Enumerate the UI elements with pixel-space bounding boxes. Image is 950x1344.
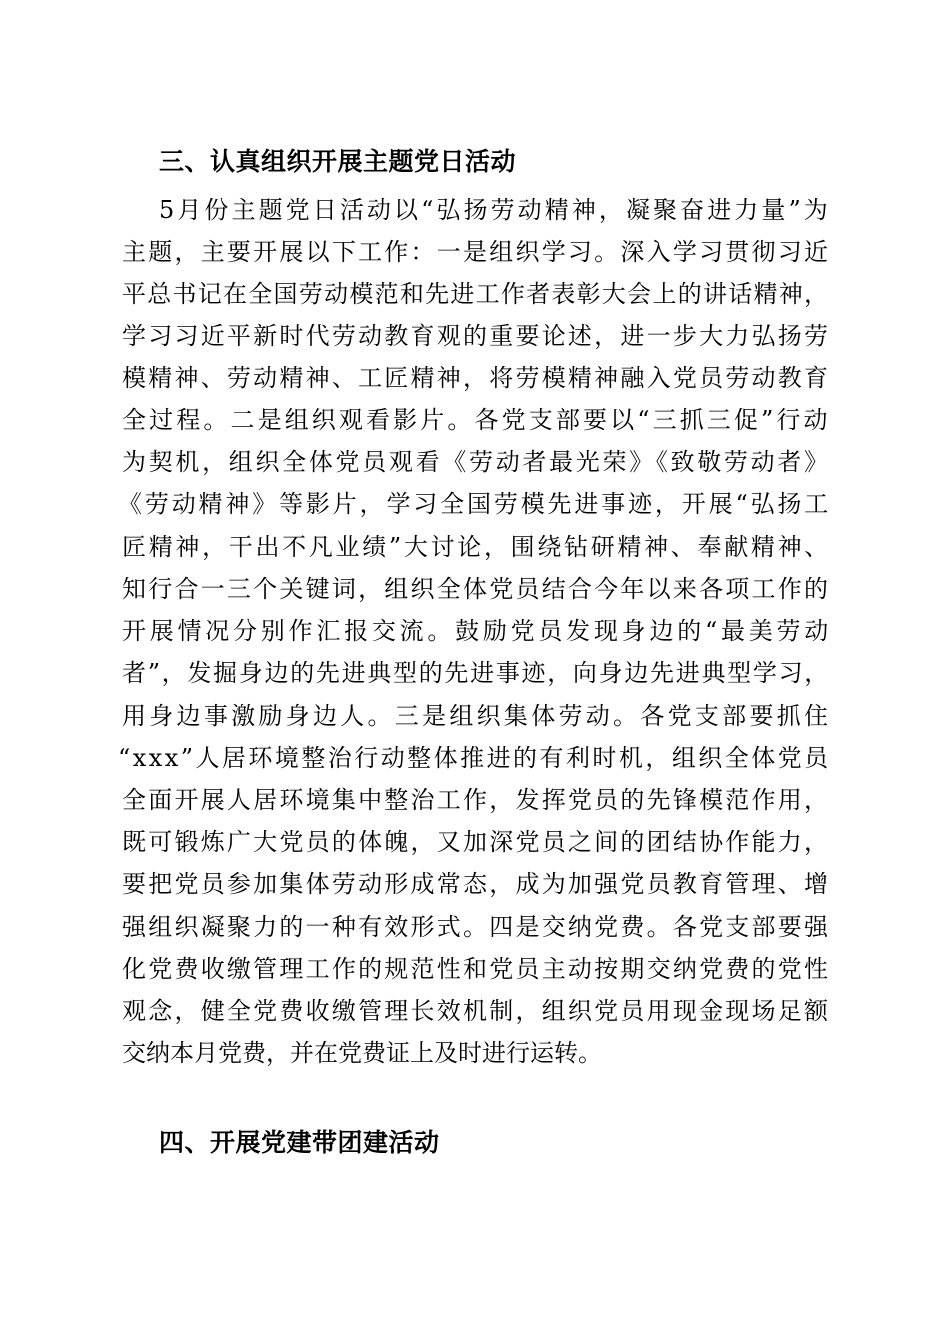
paragraph-line: 观念，健全党费收缴管理长效机制，组织党员用现金现场足额 bbox=[122, 997, 831, 1025]
paragraph-line: 学习习近平新时代劳动教育观的重要论述，进一步大力弘扬劳 bbox=[122, 322, 831, 350]
paragraph-line: 交纳本月党费，并在党费证上及时进行运转。 bbox=[122, 1039, 602, 1067]
paragraph-line: 主题，主要开展以下工作：一是组织学习。深入学习贯彻习近 bbox=[122, 238, 831, 266]
paragraph-line: 匠精神，干出不凡业绩”大讨论，围绕钻研精神、奉献精神、 bbox=[122, 533, 831, 561]
section-heading-3: 三、认真组织开展主题党日活动 bbox=[159, 147, 517, 176]
paragraph-line: 《劳动精神》等影片，学习全国劳模先进事迹，开展“弘扬工 bbox=[118, 490, 832, 518]
paragraph-line: 用身边事激励身边人。三是组织集体劳动。各党支部要抓住 bbox=[122, 702, 832, 730]
paragraph-line: 全过程。二是组织观看影片。各党支部要以“三抓三促”行动 bbox=[122, 406, 831, 434]
paragraph-line: 开展情况分别作汇报交流。鼓励党员发现身边的“最美劳动 bbox=[122, 617, 833, 645]
paragraph-line: 者”，发掘身边的先进典型的先进事迹，向身边先进典型学习， bbox=[122, 659, 830, 687]
paragraph-line: 既可锻炼广大党员的体魄，又加深党员之间的团结协作能力， bbox=[122, 828, 831, 856]
paragraph-line: 知行合一三个关键词，组织全体党员结合今年以来各项工作的 bbox=[122, 575, 831, 603]
paragraph-line: 5月份主题党日活动以“弘扬劳动精神，凝聚奋进力量”为 bbox=[159, 196, 831, 224]
paragraph-line: 为契机，组织全体党员观看《劳动者最光荣》《致敬劳动者》 bbox=[122, 448, 831, 476]
paragraph-line: 要把党员参加集体劳动形成常态，成为加强党员教育管理、增 bbox=[122, 870, 831, 898]
paragraph-line: 模精神、劳动精神、工匠精神，将劳模精神融入党员劳动教育 bbox=[122, 364, 831, 392]
paragraph-line: 全面开展人居环境集中整治工作，发挥党员的先锋模范作用， bbox=[122, 786, 831, 814]
paragraph-line: “xxx”人居环境整治行动整体推进的有利时机，组织全体党员 bbox=[118, 744, 831, 772]
paragraph-line: 平总书记在全国劳动模范和先进工作者表彰大会上的讲话精神， bbox=[122, 280, 830, 308]
section-heading-4: 四、开展党建带团建活动 bbox=[159, 1128, 440, 1157]
paragraph-line: 强组织凝聚力的一种有效形式。四是交纳党费。各党支部要强 bbox=[122, 913, 831, 941]
paragraph-line: 化党费收缴管理工作的规范性和党员主动按期交纳党费的党性 bbox=[122, 955, 831, 983]
